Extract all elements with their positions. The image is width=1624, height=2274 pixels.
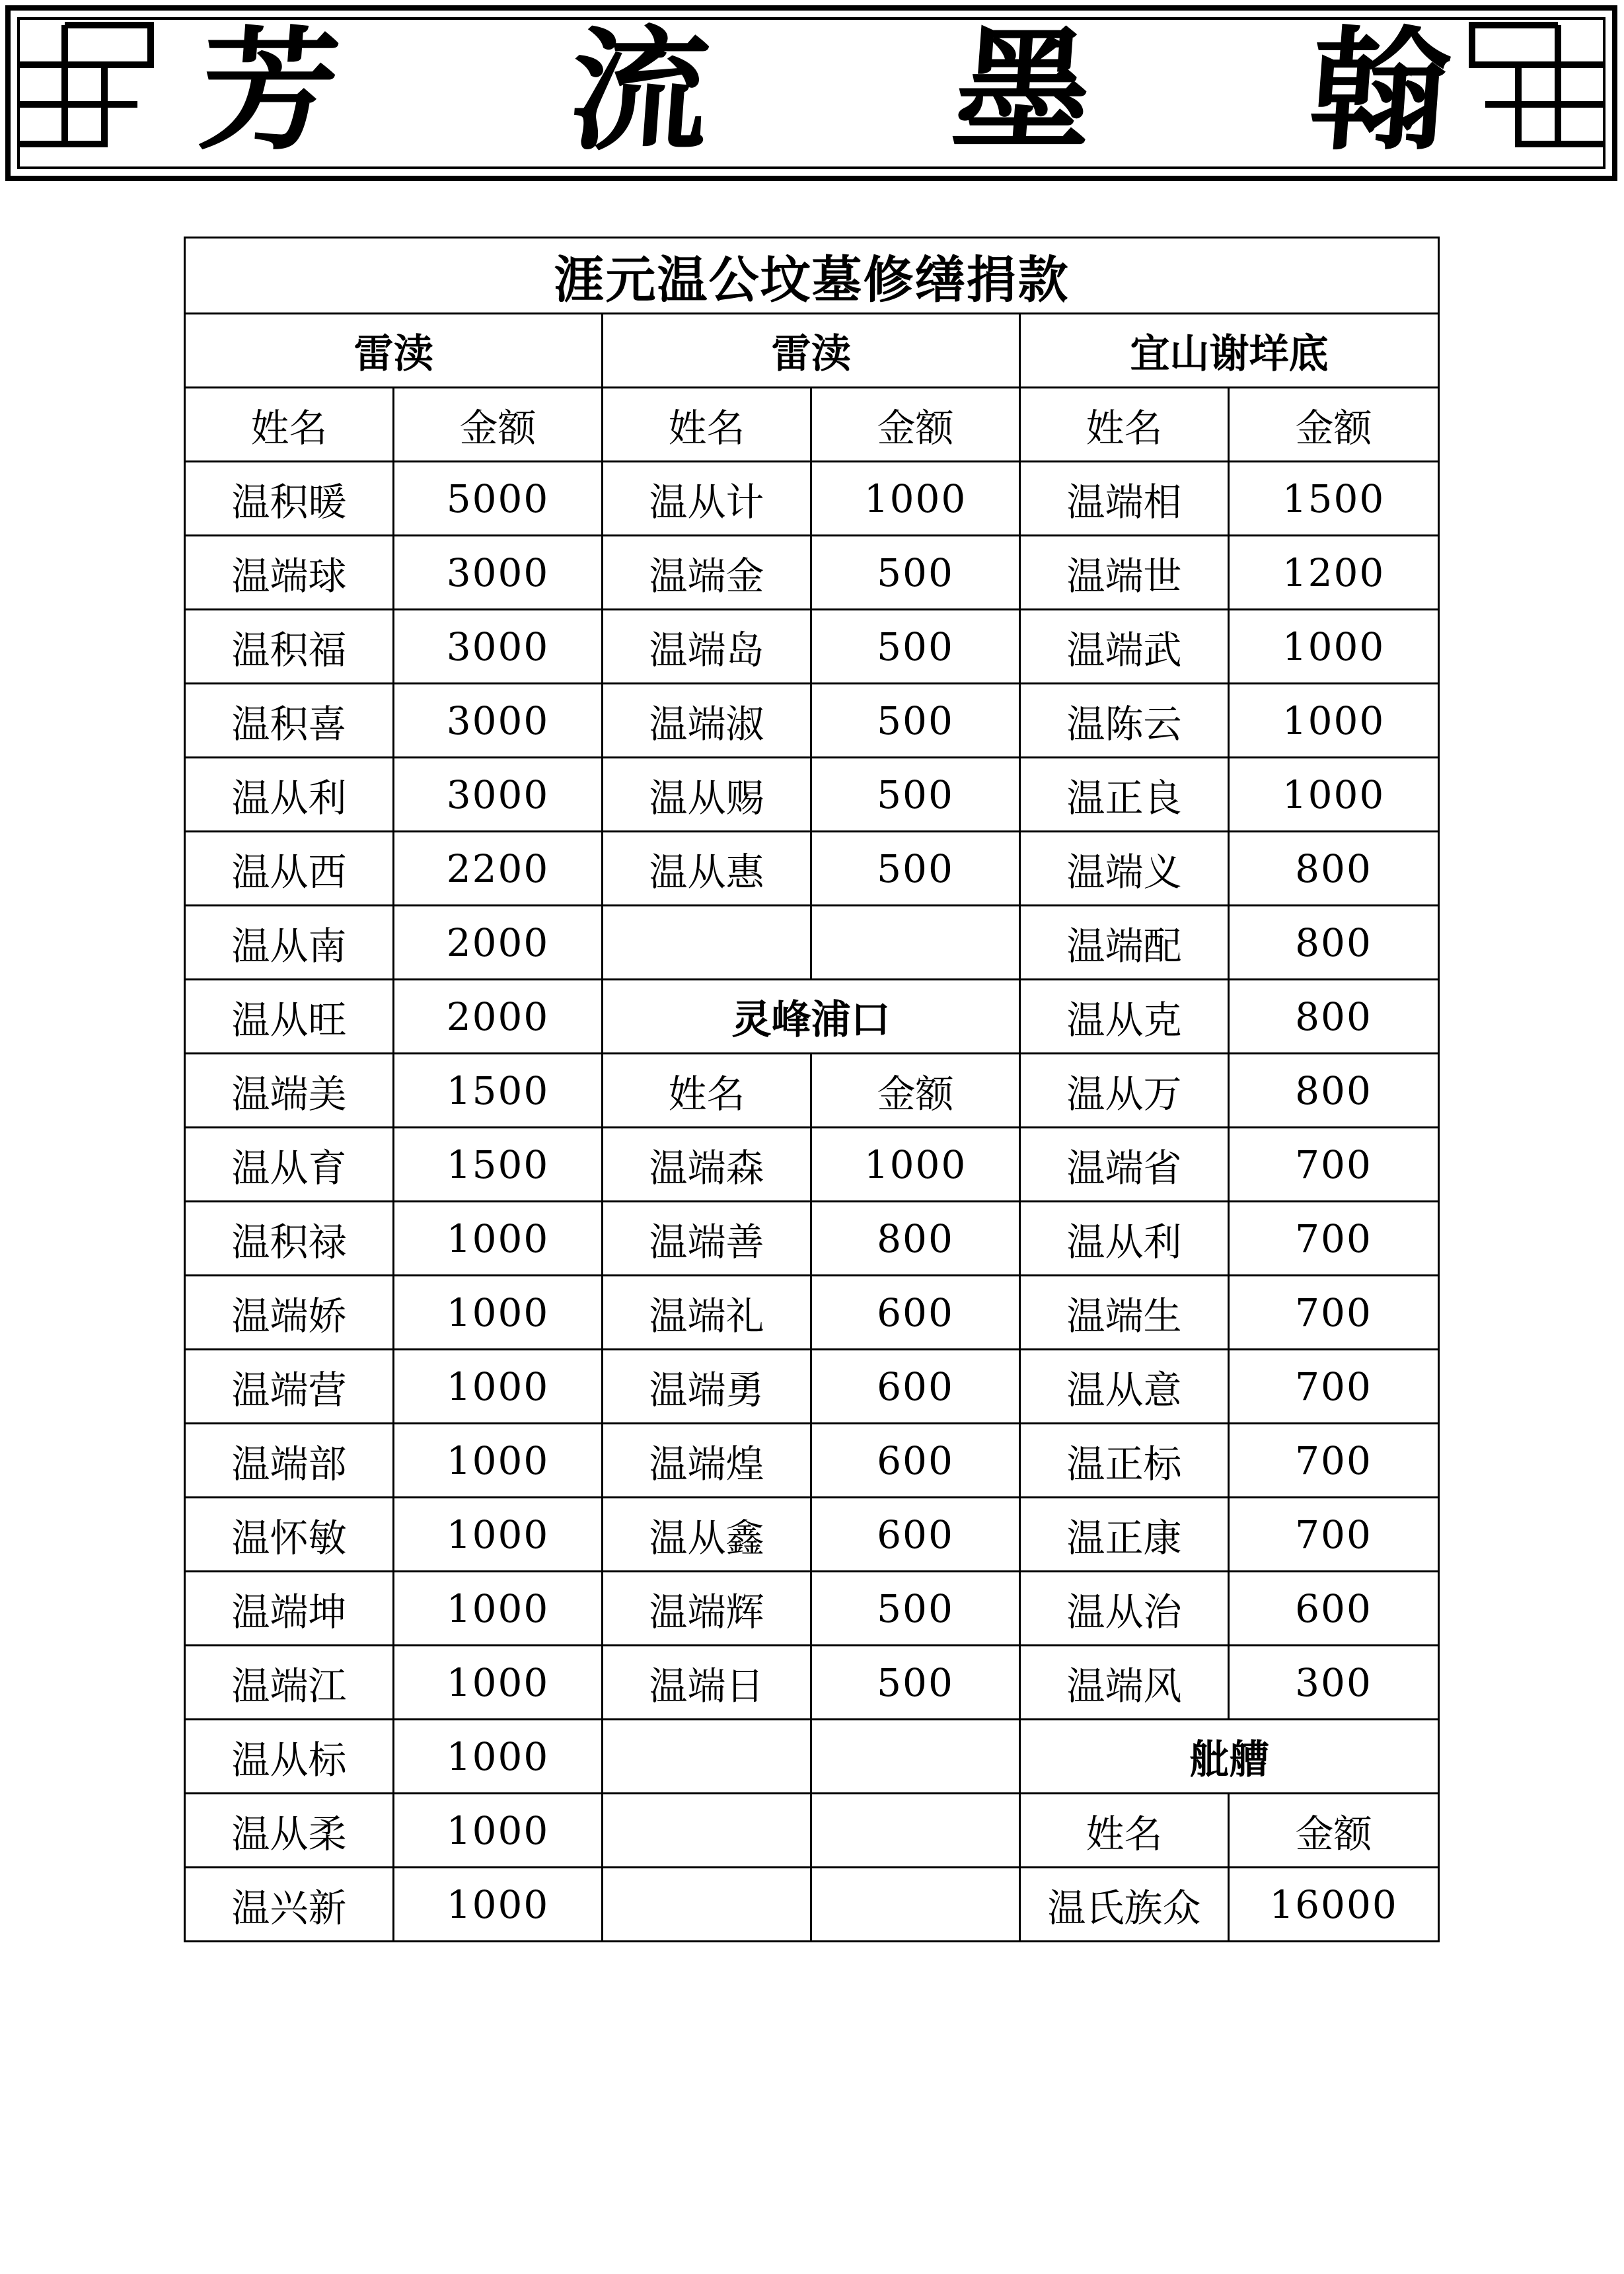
empty-cell	[811, 1868, 1020, 1942]
table-row	[185, 1350, 1439, 1424]
donor-amount: 1000	[394, 1424, 603, 1498]
donor-name: 温氏族众	[1020, 1868, 1229, 1942]
donor-name: 温端世	[1020, 536, 1229, 610]
donor-name: 温从惠	[603, 832, 811, 906]
donor-amount: 1000	[394, 1572, 603, 1646]
donor-name: 温从万	[1020, 1054, 1229, 1128]
table-row	[185, 1054, 1439, 1128]
column-header-amount: 金额	[811, 1054, 1020, 1128]
table-row	[185, 1720, 1439, 1794]
column-header-name: 姓名	[603, 388, 811, 462]
donor-name: 温积喜	[185, 684, 394, 758]
group-label: 灵峰浦口	[603, 980, 1020, 1054]
table-row	[185, 536, 1439, 610]
table-row	[185, 684, 1439, 758]
empty-cell	[811, 1794, 1020, 1868]
column-header-name: 姓名	[1020, 388, 1229, 462]
donor-amount: 700	[1229, 1276, 1439, 1350]
donor-name: 温端勇	[603, 1350, 811, 1424]
donor-name: 温从南	[185, 906, 394, 980]
donor-name: 温从旺	[185, 980, 394, 1054]
table-row	[185, 758, 1439, 832]
donor-name: 温积福	[185, 610, 394, 684]
donor-name: 温正康	[1020, 1498, 1229, 1572]
table-row	[185, 1498, 1439, 1572]
group-label: 雷渎	[603, 314, 1020, 388]
donor-name: 温端岛	[603, 610, 811, 684]
donor-name: 温端部	[185, 1424, 394, 1498]
donor-name: 温从西	[185, 832, 394, 906]
donor-name: 温正良	[1020, 758, 1229, 832]
donor-name: 温从意	[1020, 1350, 1229, 1424]
donor-amount: 1200	[1229, 536, 1439, 610]
donor-name: 温积禄	[185, 1202, 394, 1276]
group-label: 宜山谢垟底	[1020, 314, 1439, 388]
donor-name: 温从柔	[185, 1794, 394, 1868]
donor-amount: 1000	[811, 1128, 1020, 1202]
donor-amount: 2200	[394, 832, 603, 906]
donor-name: 温端义	[1020, 832, 1229, 906]
table-row	[185, 980, 1439, 1054]
donor-amount: 500	[811, 536, 1020, 610]
banner-char: 翰	[1304, 13, 1455, 168]
donor-amount: 800	[1229, 1054, 1439, 1128]
table-title: 涯元温公坟墓修缮捐款	[185, 238, 1439, 314]
donor-amount: 700	[1229, 1128, 1439, 1202]
donor-amount: 1000	[1229, 684, 1439, 758]
donor-amount: 500	[811, 832, 1020, 906]
table-title-row	[185, 238, 1439, 314]
donor-amount: 700	[1229, 1498, 1439, 1572]
column-header-row	[185, 388, 1439, 462]
donor-amount: 600	[811, 1350, 1020, 1424]
table-row	[185, 1202, 1439, 1276]
table-row	[185, 1794, 1439, 1868]
donor-amount: 300	[1229, 1646, 1439, 1720]
donor-name: 温端江	[185, 1646, 394, 1720]
donor-name: 温从治	[1020, 1572, 1229, 1646]
donor-amount: 2000	[394, 906, 603, 980]
table-row	[185, 1424, 1439, 1498]
donor-name: 温从育	[185, 1128, 394, 1202]
donor-name: 温端日	[603, 1646, 811, 1720]
donor-name: 温从鑫	[603, 1498, 811, 1572]
donation-table	[184, 237, 1440, 1942]
table-row	[185, 1646, 1439, 1720]
donor-name: 温端淑	[603, 684, 811, 758]
group-label: 舭艚	[1020, 1720, 1439, 1794]
donor-amount: 1000	[1229, 610, 1439, 684]
donor-amount: 800	[811, 1202, 1020, 1276]
donor-name: 温端配	[1020, 906, 1229, 980]
donor-amount: 2000	[394, 980, 603, 1054]
donation-table-body	[185, 238, 1439, 1942]
donor-amount: 1500	[394, 1128, 603, 1202]
table-row	[185, 1276, 1439, 1350]
donor-name: 温兴新	[185, 1868, 394, 1942]
donor-amount: 1500	[1229, 462, 1439, 536]
donor-amount: 3000	[394, 536, 603, 610]
banner	[5, 5, 1617, 181]
column-header-name: 姓名	[603, 1054, 811, 1128]
donor-name: 温端善	[603, 1202, 811, 1276]
donor-amount: 700	[1229, 1424, 1439, 1498]
donor-amount: 700	[1229, 1350, 1439, 1424]
donor-name: 温端省	[1020, 1128, 1229, 1202]
donor-amount: 1000	[394, 1868, 603, 1942]
donor-name: 温从赐	[603, 758, 811, 832]
donor-amount: 1000	[1229, 758, 1439, 832]
empty-cell	[811, 1720, 1020, 1794]
donor-amount: 5000	[394, 462, 603, 536]
donor-name: 温端相	[1020, 462, 1229, 536]
column-header-amount: 金额	[1229, 388, 1439, 462]
table-row	[185, 1128, 1439, 1202]
donor-name: 温从标	[185, 1720, 394, 1794]
donor-name: 温端煌	[603, 1424, 811, 1498]
donor-name: 温端森	[603, 1128, 811, 1202]
donor-amount: 500	[811, 758, 1020, 832]
table-row	[185, 906, 1439, 980]
donor-name: 温陈云	[1020, 684, 1229, 758]
donor-amount: 3000	[394, 758, 603, 832]
donor-amount: 600	[811, 1276, 1020, 1350]
donor-name: 温端武	[1020, 610, 1229, 684]
donor-amount: 1000	[811, 462, 1020, 536]
donor-amount: 1000	[394, 1350, 603, 1424]
empty-cell	[603, 1794, 811, 1868]
donor-amount: 800	[1229, 980, 1439, 1054]
donor-name: 温端辉	[603, 1572, 811, 1646]
donor-name: 温端娇	[185, 1276, 394, 1350]
donor-name: 温从利	[185, 758, 394, 832]
donor-name: 温端营	[185, 1350, 394, 1424]
table-row	[185, 832, 1439, 906]
column-header-amount: 金额	[394, 388, 603, 462]
donor-amount: 1000	[394, 1498, 603, 1572]
donor-name: 温端生	[1020, 1276, 1229, 1350]
donor-name: 温端美	[185, 1054, 394, 1128]
group-header-row	[185, 314, 1439, 388]
donor-amount: 1000	[394, 1720, 603, 1794]
donor-amount: 16000	[1229, 1868, 1439, 1942]
donor-amount: 3000	[394, 684, 603, 758]
column-header-amount: 金额	[811, 388, 1020, 462]
donor-amount: 1500	[394, 1054, 603, 1128]
banner-char: 墨	[947, 13, 1098, 168]
donor-name: 温积暖	[185, 462, 394, 536]
donor-amount: 600	[811, 1424, 1020, 1498]
donor-name: 温端礼	[603, 1276, 811, 1350]
donor-name: 温端坤	[185, 1572, 394, 1646]
donor-amount: 1000	[394, 1794, 603, 1868]
donor-name: 温端球	[185, 536, 394, 610]
donor-amount: 600	[1229, 1572, 1439, 1646]
column-header-amount: 金额	[1229, 1794, 1439, 1868]
donor-amount: 1000	[394, 1646, 603, 1720]
donor-amount: 500	[811, 1646, 1020, 1720]
empty-cell	[811, 906, 1020, 980]
donor-amount: 800	[1229, 906, 1439, 980]
banner-char: 芳	[194, 13, 345, 168]
banner-char: 流	[564, 13, 715, 168]
column-header-name: 姓名	[1020, 1794, 1229, 1868]
donor-name: 温从利	[1020, 1202, 1229, 1276]
empty-cell	[603, 906, 811, 980]
banner-title	[5, 5, 1617, 181]
donor-amount: 500	[811, 684, 1020, 758]
donor-amount: 700	[1229, 1202, 1439, 1276]
donor-amount: 500	[811, 1572, 1020, 1646]
donor-name: 温从克	[1020, 980, 1229, 1054]
donor-name: 温从计	[603, 462, 811, 536]
donor-name: 温端风	[1020, 1646, 1229, 1720]
donation-table-wrap	[184, 237, 1438, 1942]
donor-name: 温怀敏	[185, 1498, 394, 1572]
donor-name: 温正标	[1020, 1424, 1229, 1498]
column-header-name: 姓名	[185, 388, 394, 462]
group-label: 雷渎	[185, 314, 603, 388]
donor-amount: 1000	[394, 1276, 603, 1350]
donor-amount: 800	[1229, 832, 1439, 906]
empty-cell	[603, 1868, 811, 1942]
donor-name: 温端金	[603, 536, 811, 610]
donor-amount: 3000	[394, 610, 603, 684]
empty-cell	[603, 1720, 811, 1794]
table-row	[185, 1868, 1439, 1942]
donor-amount: 1000	[394, 1202, 603, 1276]
donor-amount: 600	[811, 1498, 1020, 1572]
donor-amount: 500	[811, 610, 1020, 684]
table-row	[185, 1572, 1439, 1646]
table-row	[185, 462, 1439, 536]
table-row	[185, 610, 1439, 684]
